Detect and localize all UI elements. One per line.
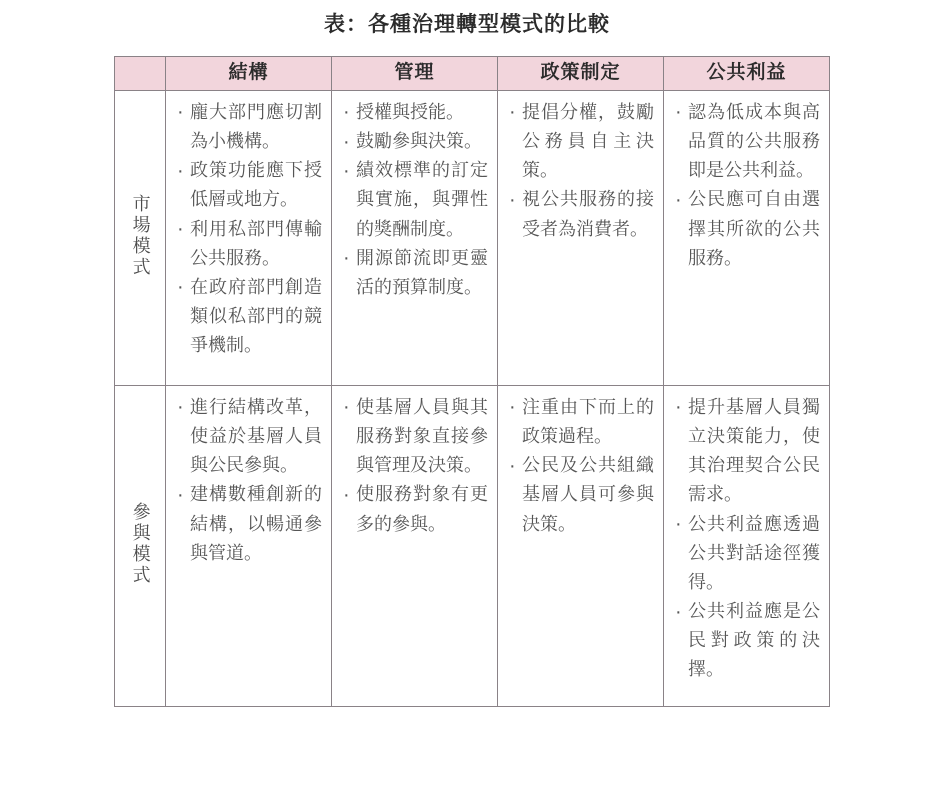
comparison-table — [114, 56, 830, 707]
bullet-list — [673, 393, 820, 685]
bullet-text: · 公共利益應是公民對政策的決擇。 — [688, 601, 820, 680]
bullet-text: · 認為低成本與高品質的公共服務即是公共利益。 — [688, 102, 820, 181]
bullet-text: · 在政府部門創造類似私部門的競爭機制。 — [190, 276, 322, 356]
bullet-item — [341, 393, 488, 480]
column-header-policy: 政策制定 — [498, 57, 664, 91]
bullet-list — [175, 393, 322, 568]
bullet-item — [341, 98, 488, 127]
bullet-text: · 利用私部門傳輸公共服務。 — [190, 218, 322, 268]
bullet-item — [175, 98, 322, 156]
bullet-text: · 注重由下而上的政策過程。 — [522, 397, 654, 447]
cell-participation-structure — [166, 386, 332, 707]
bullet-text: · 公民及公共組織基層人員可參與決策。 — [522, 455, 654, 534]
bullet-item — [507, 98, 654, 185]
cell-market-policy — [498, 91, 664, 386]
bullet-text: · 授權與授能。 — [356, 102, 464, 122]
bullet-item — [175, 156, 322, 214]
header-row — [115, 57, 830, 91]
bullet-item — [673, 393, 820, 510]
table-header — [115, 57, 830, 91]
bullet-text: · 鼓勵參與決策。 — [356, 131, 482, 152]
bullet-text: · 使服務對象有更多的參與。 — [356, 484, 488, 534]
bullet-text: · 公共利益應透過公共對話途徑獲得。 — [688, 513, 820, 592]
bullet-text: · 公民應可自由選擇其所欲的公共服務。 — [688, 189, 820, 268]
bullet-list — [175, 98, 322, 360]
bullet-item — [341, 127, 488, 156]
bullet-item — [673, 98, 820, 185]
bullet-list — [507, 393, 654, 539]
bullet-item — [507, 185, 654, 243]
bullet-item — [673, 597, 820, 684]
table-body — [115, 91, 830, 707]
bullet-text: · 提倡分權，鼓勵公務員自主決策。 — [522, 102, 654, 181]
bullet-list — [673, 98, 820, 273]
bullet-item — [341, 156, 488, 243]
row-label-market-model — [115, 91, 166, 386]
cell-market-structure — [166, 91, 332, 386]
cell-participation-public-interest — [664, 386, 830, 707]
cell-participation-policy — [498, 386, 664, 707]
column-header-management: 管理 — [332, 57, 498, 91]
table-row-participation-model — [115, 386, 830, 707]
bullet-list — [341, 98, 488, 302]
bullet-item — [175, 215, 322, 273]
row-label-text: 市場模式 — [130, 193, 151, 278]
cell-market-public-interest — [664, 91, 830, 386]
bullet-text: · 進行結構改革，使益於基層人員與公民參與。 — [190, 397, 322, 476]
bullet-text: · 政策功能應下授低層或地方。 — [190, 160, 322, 210]
header-corner-cell — [115, 57, 166, 91]
bullet-item — [673, 510, 820, 597]
bullet-item — [175, 273, 322, 360]
column-header-structure: 結構 — [166, 57, 332, 91]
bullet-item — [673, 185, 820, 272]
cell-participation-management — [332, 386, 498, 707]
bullet-item — [341, 480, 488, 538]
row-label-participation-model — [115, 386, 166, 707]
bullet-text: · 開源節流即更靈活的預算制度。 — [356, 247, 488, 297]
bullet-text: · 提升基層人員獨立決策能力，使其治理契合公民需求。 — [688, 397, 820, 505]
bullet-text: · 績效標準的訂定與實施，與彈性的獎酬制度。 — [356, 160, 488, 239]
bullet-text: · 視公共服務的接受者為消費者。 — [522, 189, 654, 239]
page-title: 表：各種治理轉型模式的比較 — [324, 13, 610, 36]
bullet-item — [507, 451, 654, 538]
bullet-item — [175, 480, 322, 567]
bullet-text: · 龐大部門應切割為小機構。 — [190, 102, 322, 152]
cell-market-management — [332, 91, 498, 386]
column-header-public-interest: 公共利益 — [664, 57, 830, 91]
bullet-item — [507, 393, 654, 451]
bullet-text: · 建構數種創新的結構，以暢通參與管道。 — [190, 484, 322, 563]
bullet-text: · 使基層人員與其服務對象直接參與管理及決策。 — [356, 397, 488, 476]
table-row-market-model — [115, 91, 830, 386]
bullet-list — [341, 393, 488, 539]
row-label-text: 參與模式 — [130, 501, 151, 586]
bullet-list — [507, 98, 654, 244]
bullet-item — [341, 244, 488, 302]
bullet-item — [175, 393, 322, 480]
